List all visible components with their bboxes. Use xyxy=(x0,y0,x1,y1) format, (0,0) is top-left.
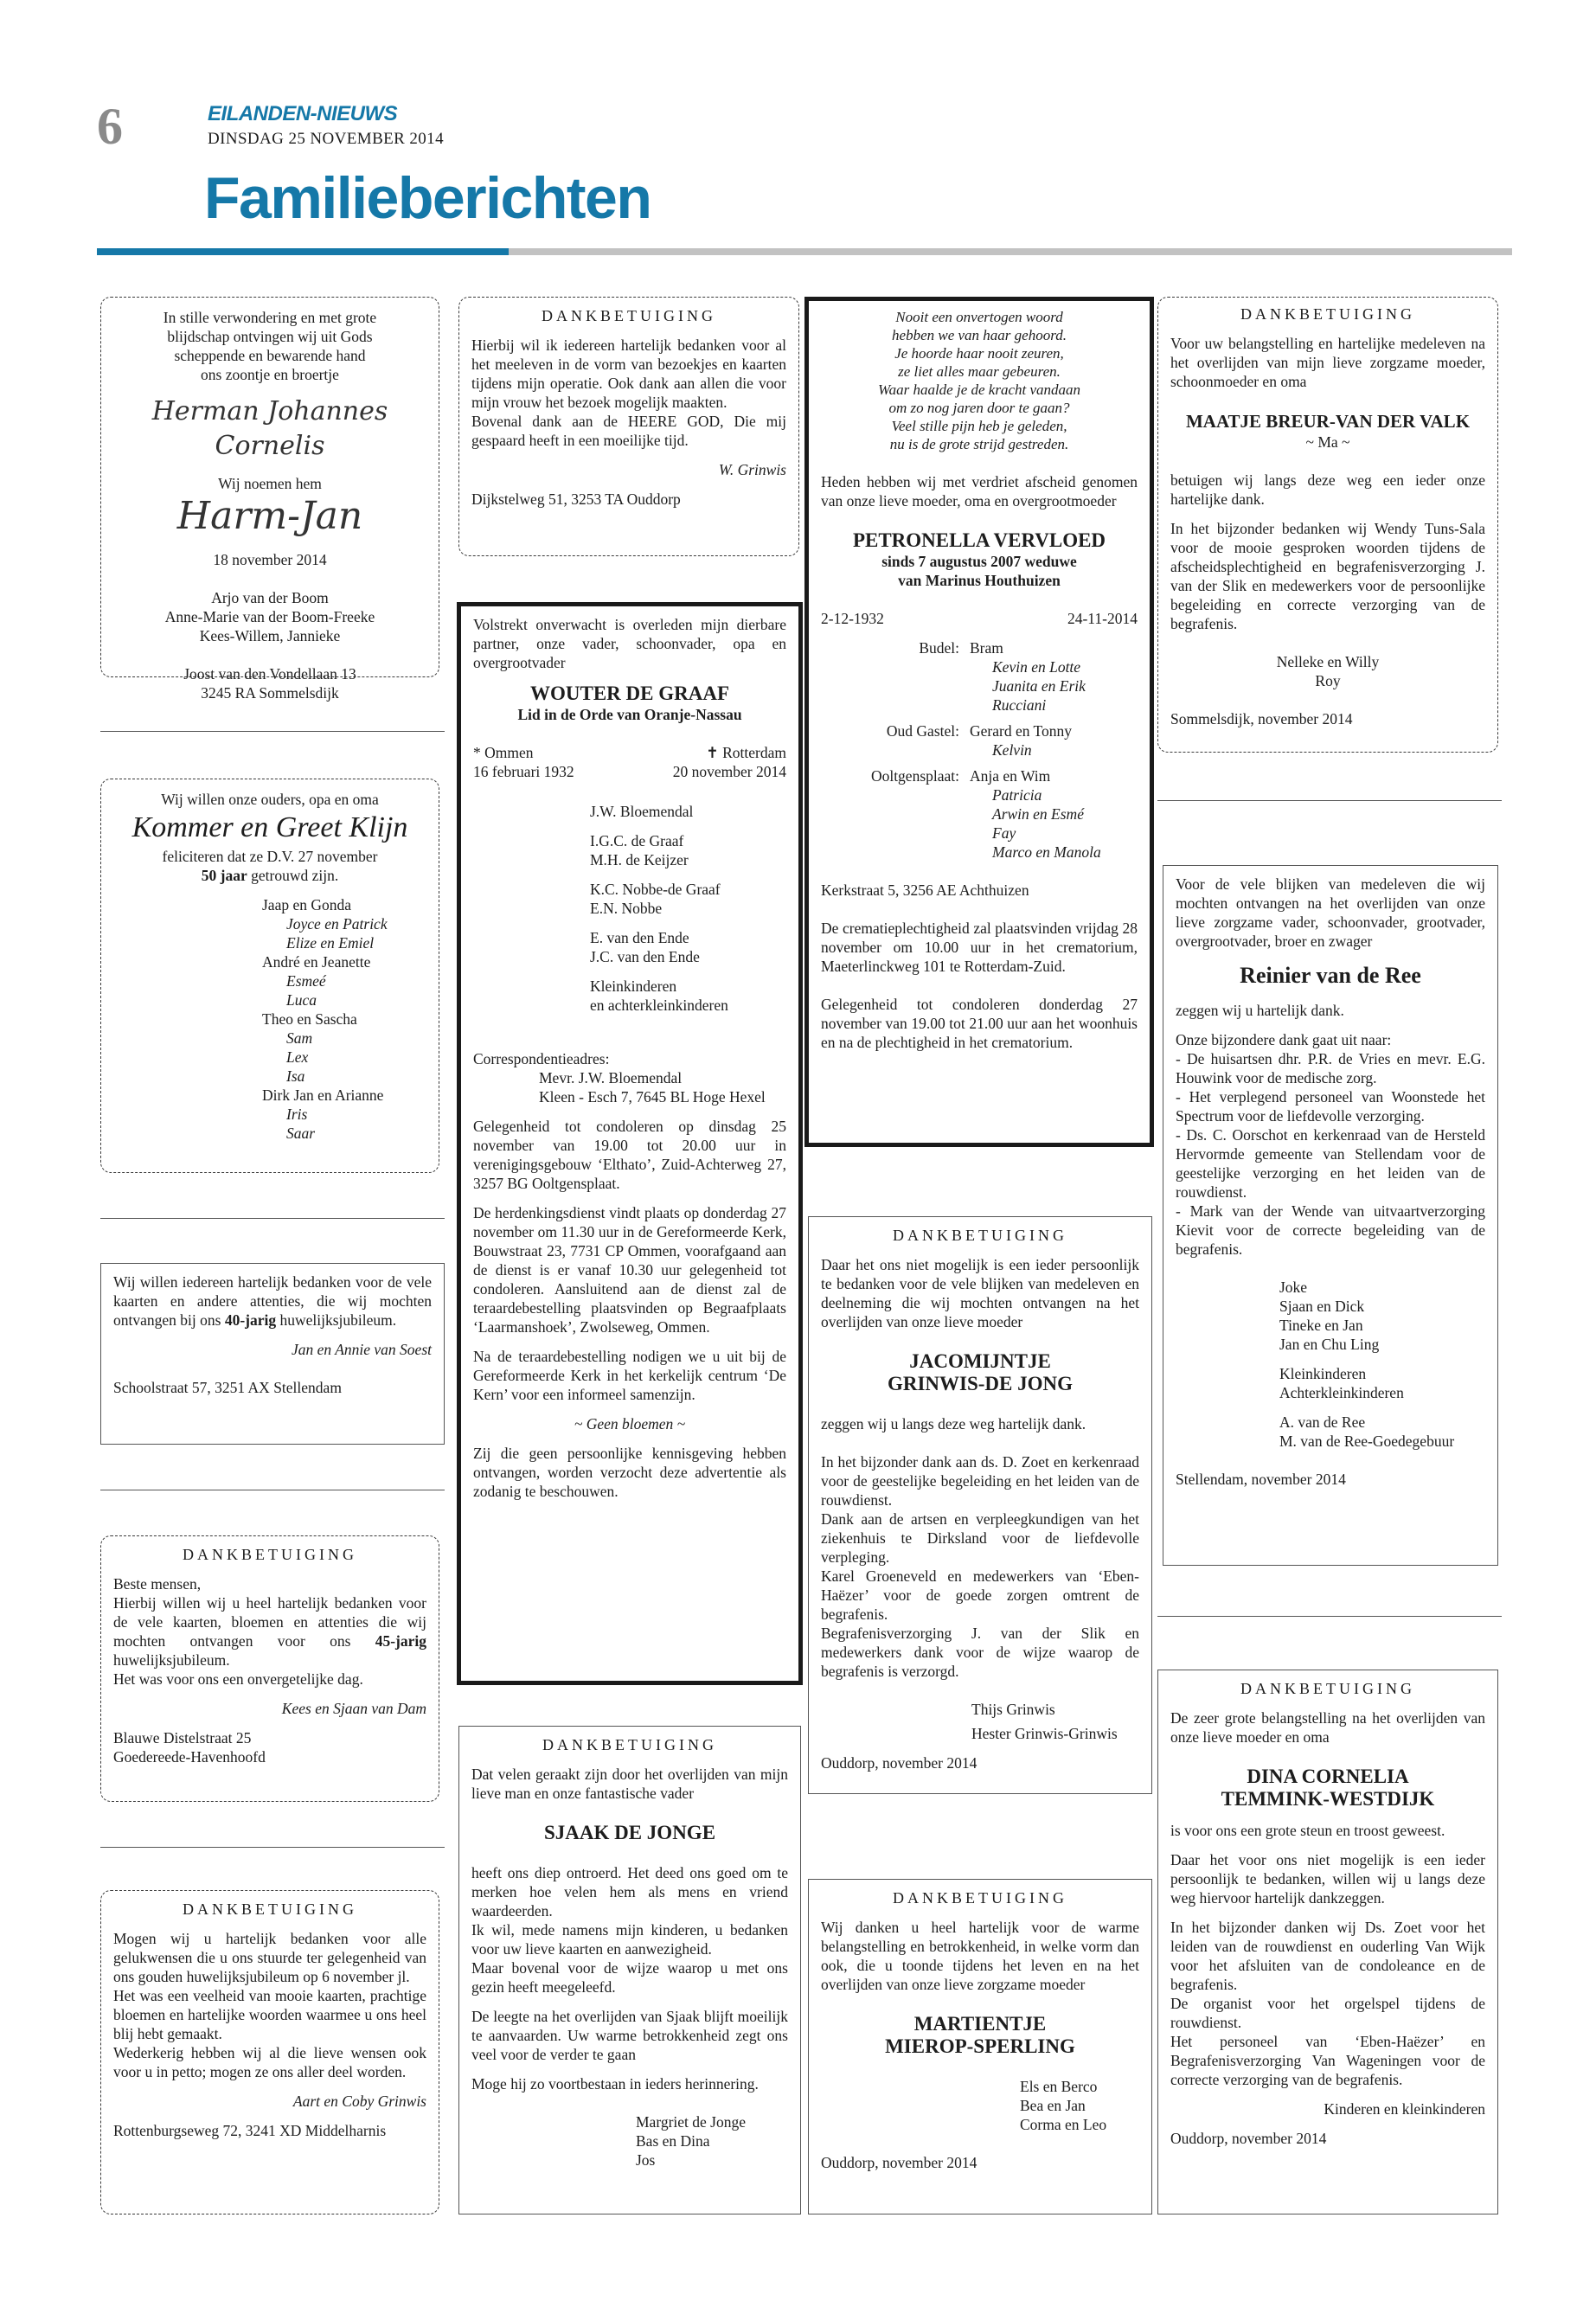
poem-line: hebben we van haar gehoord. xyxy=(892,327,1067,343)
thanks-details: In het bijzonder dank aan ds. D. Zoet en kerkenraad voor de geestelijke begeleiding en het leiden van de rouwdienst. Dank aan de artsen en verpleegkundigen van het ziekenhuis te Dirksland voor de liefdevolle verpleging. Karel Groeneveld en medewerkers van ‘Eben-Haëzer’ voor de goede zorgen omtrent de begrafenis. Begrafenisverzorging J. van der Slik en medewerkers dank voor de wijze waarop de begrafenis is verzorgd. xyxy=(821,1453,1139,1680)
deceased-name-2: GRINWIS-DE JONG xyxy=(887,1373,1074,1394)
gathering-info: Na de teraardebestelling nodigen we u uit bij de Gereformeerde Kerk in het kerkelijk centrum ‘De Kern’ voor een informeel samenzijn. xyxy=(473,1348,786,1403)
deceased-name: MAATJE BREUR-VAN DER VALK xyxy=(1185,411,1471,432)
signatures: Thijs Grinwis Hester Grinwis-Grinwis xyxy=(971,1701,1118,1742)
thanks-de-jonge xyxy=(458,1726,801,2214)
notice-intro: Volstrekt onverwacht is overleden mijn dierbare partner, onze vader, schoonvader, opa en overgrootvader xyxy=(473,616,786,671)
family-line: Gerard en Tonny xyxy=(970,722,1072,740)
signature: Jan en Annie van Soest xyxy=(292,1341,432,1358)
birth-date: 18 november 2014 xyxy=(213,551,327,568)
widow-of: van Marinus Houthuizen xyxy=(898,572,1061,589)
family-line: Lex xyxy=(286,1048,309,1066)
birth-place: * Ommen xyxy=(473,744,534,761)
death-notice-de-graaf xyxy=(457,602,803,1685)
cremation-info: De crematieplechtigheid zal plaatsvinden vrijdag 28 november om 10.00 uur in het crematorium, Maeterlinckweg 101 te Rotterdam-Zuid. xyxy=(821,920,1138,975)
deceased-name-1: MARTIENTJE xyxy=(913,2013,1047,2035)
notice-intro: Heden hebben wij met verdriet afscheid genomen van onze lieve moeder, oma en overgrootmoeder xyxy=(821,473,1138,510)
birth-announcement xyxy=(100,297,439,702)
anniversary-years: 50 jaar xyxy=(201,867,247,884)
family-line: Patricia xyxy=(992,786,1042,804)
deceased-nickname: ~ Ma ~ xyxy=(1305,433,1350,451)
heading: DANKBETUIGING xyxy=(893,1889,1067,1907)
family-group xyxy=(821,721,1138,760)
thanks-text: Hierbij wil ik iedereen hartelijk bedanken voor al het meeleven in de vorm van bezoekjes en kaarten tijdens mijn operatie. Ook dank aan allen die voor mijn vrouw het bezoek mogelijk maakten. Bovenal dank aan de HEERE GOD, Die mij gespaard heeft in een moeilijke tijd. xyxy=(471,336,786,449)
poem-line: Veel stille pijn heb je geleden, xyxy=(891,418,1067,434)
condolence-info: Gelegenheid tot condoleren op dinsdag 25 november van 19.00 tot 20.00 uur in verenigingsgebouw ‘Elthato’, Zuid-Achterweg 27, 3257 BG Ooltgensplaat. xyxy=(473,1118,786,1192)
deceased-name-2: MIEROP-SPERLING xyxy=(885,2035,1075,2057)
thanks-details: In het bijzonder danken wij Ds. Zoet voor het leiden van de rouwdienst en ouderling Van Wijk voor het afsluiten van de condoleance en de begrafenis. De organist voor het orgelspel tijdens de rouwdienst. Het personeel van ‘Eben-Haëzer’ en Begrafenisverzorging Van Wageningen voor de correcte verzorging van de begrafenis. xyxy=(1170,1919,1485,2088)
thanks-text: is voor ons een grote steun en troost geweest. xyxy=(1170,1822,1445,1839)
birth-address: Joost van den Vondellaan 13 3245 RA Sommelsdijk xyxy=(183,665,356,702)
column-divider xyxy=(100,1218,445,1219)
signatures: Nelleke en Willy Roy xyxy=(1276,653,1380,689)
column-divider xyxy=(1157,1616,1502,1617)
family-line: Luca xyxy=(286,991,317,1009)
anniversary-announcement xyxy=(100,779,439,1173)
family-line: Juanita en Erik xyxy=(992,677,1086,695)
thanks-intro: Dat velen geraakt zijn door het overlijden van mijn lieve man en onze fantastische vader xyxy=(471,1766,788,1802)
thanks-text: Mogen wij u hartelijk bedanken voor alle gelukwensen die u ons stuurde ter gelegenheid van ons gouden huwelijksjubileum op 6 november jl. Het was een veelheid van mooie kaarten, prachtige bloemen en hartelijke woorden waarmee u ons heel blij hebt gemaakt. Wederkerig hebben wij al die lieve wensen ook voor u in petto; mogen ze ons aller deel worden. xyxy=(113,1930,426,2080)
no-flowers: ~ Geen bloemen ~ xyxy=(574,1415,686,1433)
poem-line: Nooit een onvertogen woord xyxy=(895,309,1063,325)
signature: Kees en Sjaan van Dam xyxy=(281,1700,426,1717)
mourning-family: J.W. Bloemendal I.G.C. de Graaf M.H. de Keijzer K.C. Nobbe-de Graaf E.N. Nobbe E. van den Ende J.C. van den Ende Kleinkinderen en achterkleinkinderen xyxy=(590,803,728,1014)
child-full-name: Herman Johannes Cornelis xyxy=(151,396,388,461)
family-line: Theo en Sascha xyxy=(262,1010,357,1028)
birth-intro: In stille verwondering en met grote blijdschap ontvingen wij uit Gods scheppende en bewarende hand ons zoontje en broertje xyxy=(163,309,377,383)
jubilee-years: 45-jarig xyxy=(375,1632,426,1650)
family-place: Oud Gastel: xyxy=(886,722,959,740)
thanks-text: zeggen wij u hartelijk dank. xyxy=(1176,1002,1344,1019)
thanks-intro: Voor de vele blijken van medeleven die wij mochten ontvangen na het overlijden van onze lieve zorgzame vader, schoonvader, grootvader, overgrootvader, broer en zwager xyxy=(1176,875,1485,950)
thanks-details: In het bijzonder bedanken wij Wendy Tuns-Sala voor de mooie gesproken woorden tijdens de afscheidsplechtigheid en begrafenisverzorging J. van der Slik en medewerkers voor de persoonlijke begeleiding en correcte verzorging van de begrafenis. xyxy=(1170,520,1485,632)
jubilee-text: Wij willen iedereen hartelijk bedanken voor de vele kaarten en andere attenties, die wij mochten ontvangen bij ons xyxy=(113,1273,432,1329)
thanks-details: Onze bijzondere dank gaat uit naar: - De huisartsen dhr. P.R. de Vries en mevr. E.G. Houwink voor de medische zorg. - Het verplegend personeel van Woonstede het Spectrum voor de liefdevolle verzorging. - Ds. C. Oorschot en kerkenraad van de Hersteld Hervormde gemeente van Stellendam voor de geestelijke verzorging en het leiden van de rouwdienst. - Mark van der Wende van uitvaartverzorging Kievit voor de correcte begeleiding van de begrafenis. xyxy=(1176,1031,1485,1258)
signatures: Margriet de Jonge Bas en Dina Jos xyxy=(636,2113,747,2169)
family-line: Kelvin xyxy=(992,741,1032,759)
signature: W. Grinwis xyxy=(718,461,786,478)
mourning-family xyxy=(821,638,1138,862)
family-group xyxy=(821,766,1138,862)
thanks-intro: Daar het ons niet mogelijk is een ieder persoonlijk te bedanken voor de vele blijken van medeleven en deelneming die wij mochten ontvangen na het overlijden van onze lieve moeder xyxy=(821,1256,1139,1330)
heading: DANKBETUIGING xyxy=(542,307,716,324)
jubilee-text-end: huwelijksjubileum. xyxy=(276,1311,397,1329)
signature: Aart en Coby Grinwis xyxy=(292,2093,426,2110)
family-line: Esmeé xyxy=(286,972,326,990)
thanks-text: Beste mensen, Hierbij willen wij u heel hartelijk bedanken voor de vele kaarten, bloemen en attenties die wij mochten ontvangen voor ons xyxy=(113,1575,426,1650)
heading: DANKBETUIGING xyxy=(542,1736,717,1753)
column-divider xyxy=(100,731,445,732)
thanks-temmink-westdijk xyxy=(1157,1670,1498,2214)
family-line: Saar xyxy=(286,1125,316,1142)
deceased-name: SJAAK DE JONGE xyxy=(543,1822,716,1843)
birth-date: 16 februari 1932 xyxy=(473,763,574,780)
anniversary-intro: Wij willen onze ouders, opa en oma xyxy=(161,791,379,808)
signatures: Joke Sjaan en Dick Tineke en Jan Jan en Chu Ling Kleinkinderen Achterkleinkinderen A. van de Ree M. van de Ree-Goedegebuur xyxy=(1279,1279,1455,1450)
couple-names: Kommer en Greet Klijn xyxy=(131,811,408,843)
family-line: Joyce en Patrick xyxy=(286,915,388,933)
family-line: Jaap en Gonda xyxy=(262,896,352,913)
death-notice-vervloed xyxy=(804,297,1154,1147)
deceased-name: WOUTER DE GRAAF xyxy=(529,683,729,704)
thanks-text-end: huwelijksjubileum. Het was voor ons een onvergetelijke dag. xyxy=(113,1651,363,1688)
heading: DANKBETUIGING xyxy=(893,1227,1067,1244)
issue-date: DINSDAG 25 NOVEMBER 2014 xyxy=(208,130,444,148)
death-date: 24-11-2014 xyxy=(1067,610,1138,627)
birth-date: 2-12-1932 xyxy=(821,610,884,627)
family-line: Anja en Wim xyxy=(970,767,1051,785)
signature: Kinderen en kleinkinderen xyxy=(1324,2100,1485,2118)
family-line: Rucciani xyxy=(992,696,1047,714)
family-line: Dirk Jan en Arianne xyxy=(262,1086,384,1104)
parents: Arjo van der Boom Anne-Marie van der Boom-Freeke Kees-Willem, Jannieke xyxy=(164,589,375,644)
page-number: 6 xyxy=(97,98,123,155)
column-divider xyxy=(1157,800,1502,801)
jubilee-thanks-soest xyxy=(100,1263,445,1445)
thanks-intro: Voor uw belangstelling en hartelijke medeleven na het overlijden van mijn lieve zorgzame moeder, schoonmoeder en oma xyxy=(1170,335,1485,390)
deceased-name-1: DINA CORNELIA xyxy=(1247,1766,1409,1787)
family-place: Ooltgensplaat: xyxy=(870,767,959,785)
address: Blauwe Distelstraat 25 Goedereede-Havenhoofd xyxy=(113,1729,266,1766)
family-group xyxy=(821,638,1138,715)
family-line: Marco en Manola xyxy=(992,843,1101,861)
place-date: Ouddorp, november 2014 xyxy=(1170,2130,1327,2147)
deceased-name-1: JACOMIJNTJE xyxy=(909,1350,1051,1372)
family-line: Iris xyxy=(286,1106,308,1123)
header-rule-blue xyxy=(97,248,509,255)
grandchildren-list xyxy=(115,895,425,1143)
thanks-text: zeggen wij u langs deze weg hartelijk dank. xyxy=(821,1415,1086,1433)
place-date: Stellendam, november 2014 xyxy=(1176,1471,1346,1488)
poem-line: om zo nog jaren door te gaan? xyxy=(888,400,1070,416)
family-line: Bram xyxy=(970,639,1003,657)
child-nickname: Harm-Jan xyxy=(176,494,363,538)
address: Dijkstelweg 51, 3253 TA Ouddorp xyxy=(471,490,681,508)
thanks-text: heeft ons diep ontroerd. Het deed ons goed om te merken hoe velen hem als mens en vriend waardeerden. Ik wil, mede namens mijn kinderen, u bedanken voor uw lieve kaarten en aanwezigheid. Maar bovenal voor de wijze waarop u met ons gezin heeft meegeleefd. xyxy=(471,1864,788,1996)
poem-line: nu is de grote strijd gestreden. xyxy=(889,436,1069,452)
heading: DANKBETUIGING xyxy=(183,1546,357,1563)
anniversary-line1: feliciteren dat ze D.V. 27 november xyxy=(162,848,378,865)
family-line: Fay xyxy=(992,824,1016,842)
family-line: André en Jeanette xyxy=(262,953,371,971)
birth-call: Wij noemen hem xyxy=(218,475,322,492)
family-line: Arwin en Esmé xyxy=(992,805,1084,823)
jubilee-thanks-dam xyxy=(100,1535,439,1802)
deceased-name: Reinier van de Ree xyxy=(1240,963,1421,988)
thanks-w-grinwis xyxy=(458,297,799,556)
thanks-text-2: De leegte na het overlijden van Sjaak blijft moeilijk te aanvaarden. Uw warme betrokkenheid zegt ons veel voor de verder te gaan xyxy=(471,2008,788,2063)
correspondence-address: Mevr. J.W. Bloemendal Kleen - Esch 7, 7645 BL Hoge Hexel xyxy=(539,1069,766,1106)
home-address: Kerkstraat 5, 3256 AE Achthuizen xyxy=(821,881,1029,899)
deceased-name-2: TEMMINK-WESTDIJK xyxy=(1221,1788,1435,1810)
signatures: Els en Berco Bea en Jan Corma en Leo xyxy=(1020,2078,1107,2133)
family-line: Kevin en Lotte xyxy=(992,658,1081,676)
poem-line: Je hoorde haar nooit zeuren, xyxy=(894,345,1064,362)
heading: DANKBETUIGING xyxy=(183,1900,357,1918)
heading: DANKBETUIGING xyxy=(1240,305,1415,323)
address: Rottenburgseweg 72, 3241 XD Middelharnis xyxy=(113,2122,387,2139)
thanks-intro: De zeer grote belangstelling na het overlijden van onze lieve moeder en oma xyxy=(1170,1709,1485,1746)
family-place: Budel: xyxy=(919,639,959,657)
header-rule-grey xyxy=(509,248,1512,255)
newspaper-logo: EILANDEN-NIEUWS xyxy=(208,102,398,125)
thanks-mierop-sperling xyxy=(808,1879,1152,2214)
poem xyxy=(821,308,1138,453)
family-line: Elize en Emiel xyxy=(286,934,375,952)
jubilee-years: 40-jarig xyxy=(224,1311,277,1329)
thanks-text-3: Moge hij zo voortbestaan in ieders herinnering. xyxy=(471,2075,759,2093)
family-line: Isa xyxy=(286,1067,305,1085)
death-date: 20 november 2014 xyxy=(672,763,786,780)
deceased-honor: Lid in de Orde van Oranje-Nassau xyxy=(517,706,742,723)
heading: DANKBETUIGING xyxy=(1240,1680,1415,1697)
section-title: Familieberichten xyxy=(204,165,651,231)
address: Schoolstraat 57, 3251 AX Stellendam xyxy=(113,1379,342,1396)
thanks-grinwis-de-jong xyxy=(808,1216,1152,1794)
thanks-van-de-ree xyxy=(1163,865,1498,1566)
column-divider xyxy=(100,1847,445,1848)
family-line: Sam xyxy=(286,1029,313,1047)
thanks-intro: Wij danken u heel hartelijk voor de warme belangstelling en betrokkenheid, in welke vorm dan ook, die u toonde tijdens het leven en na het overlijden van onze lieve zorgzame moeder xyxy=(821,1919,1139,1993)
widow-line: sinds 7 augustus 2007 weduwe xyxy=(881,553,1077,570)
poem-line: Waar haalde je de kracht vandaan xyxy=(877,381,1081,398)
thanks-text: betuigen wij langs deze weg een ieder onze hartelijke dank. xyxy=(1170,471,1485,508)
death-place: ✝ Rotterdam xyxy=(706,744,786,761)
anniversary-line2: getrouwd zijn. xyxy=(251,867,339,884)
place-date: Sommelsdijk, november 2014 xyxy=(1170,710,1353,727)
thanks-breur-van-der-valk xyxy=(1157,297,1498,753)
service-info: De herdenkingsdienst vindt plaats op donderdag 27 november om 11.30 uur in de Gereformeerde Kerk, Bouwstraat 23, 7731 CP Ommen, voorafgaand aan de dienst is er vanaf 10.30 uur gelegenheid tot condoleren. Aansluitend aan de dienst zal de teraardebestelling plaatsvinden op Begraafplaats ‘Laarmanshoek’, Zwolseweg, Ommen. xyxy=(473,1204,786,1336)
place-date: Ouddorp, november 2014 xyxy=(821,2154,977,2171)
poem-line: ze liet alles maar gebeuren. xyxy=(898,363,1061,380)
thanks-text-2: Daar het voor ons niet mogelijk is een ieder persoonlijk te bedanken, willen wij u langs deze weg hiervoor hartelijk dankzeggen. xyxy=(1170,1851,1485,1907)
correspondence-label: Correspondentieadres: xyxy=(473,1050,610,1067)
place-date: Ouddorp, november 2014 xyxy=(821,1754,977,1772)
jubilee-thanks-grinwis xyxy=(100,1890,439,2214)
condolence-info: Gelegenheid tot condoleren donderdag 27 november van 19.00 tot 21.00 uur aan het woonhuis en na de plechtigheid in het crematorium. xyxy=(821,996,1138,1051)
notice-closing: Zij die geen persoonlijke kennisgeving hebben ontvangen, worden verzocht deze advertentie als zodanig te beschouwen. xyxy=(473,1445,786,1500)
deceased-name: PETRONELLA VERVLOED xyxy=(852,529,1106,551)
